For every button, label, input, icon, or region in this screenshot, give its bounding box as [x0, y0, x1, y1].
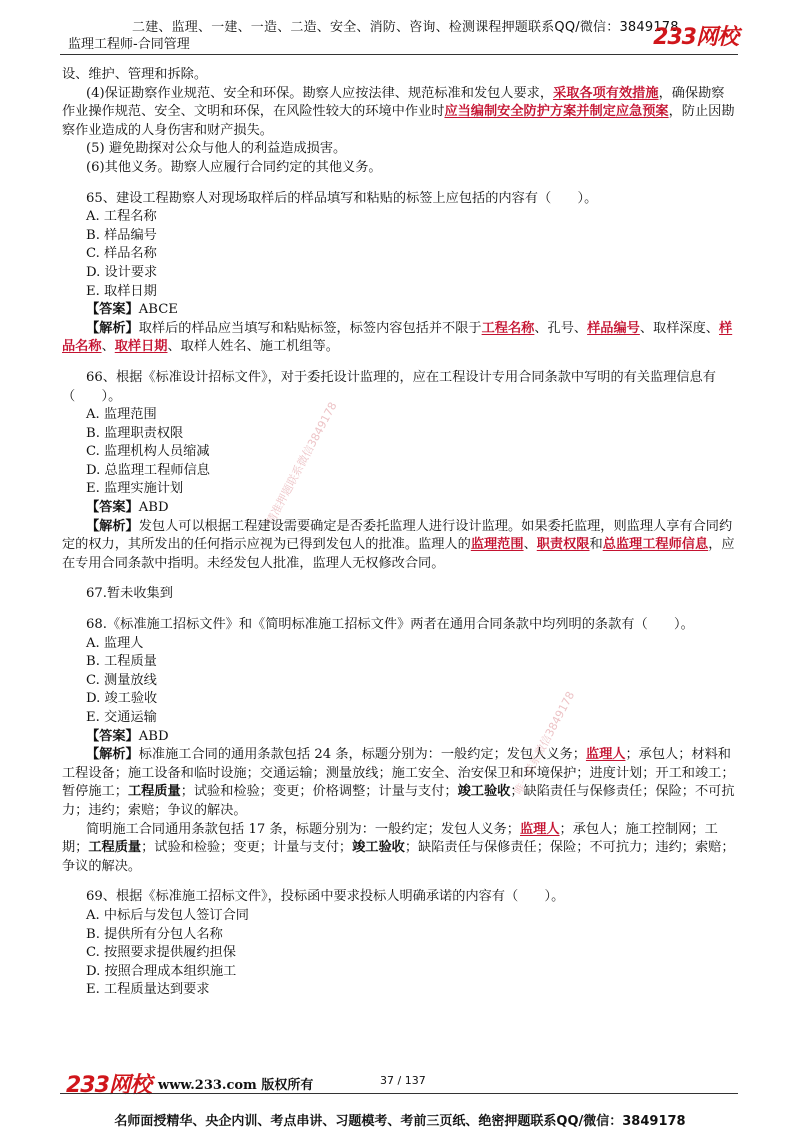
item-6: (6)其他义务。勘察人应履行合同约定的其他义务。 [86, 159, 382, 175]
analysis-68-p1: 【解析】标准施工合同的通用条款包括 24 条，标题分别为：一般约定；发包人义务；监理人；承包人；材料和工程设备；施工设备和临时设施；交通运输；测量放线；施工安全、治安保卫和环境保护；进度计划；开工和竣工；暂停施工；工程质量；试验和检验；变更；价格调整；计量与支付；竣工验收；缺陷责任与保修责任；保险；不可抗力；违约；索赔；争议的解决。 [62, 747, 735, 818]
option: D. 总监理工程师信息 [86, 462, 210, 478]
option: C. 监理机构人员缩减 [86, 444, 210, 460]
option: D. 竣工验收 [86, 691, 158, 707]
highlight: 职责权限 [536, 537, 590, 553]
brand-logo: 233网校 [653, 25, 738, 50]
header-contact-line: 二建、监理、一建、一造、二造、安全、消防、咨询、检测课程押题联系QQ/微信：3849178 [132, 20, 679, 35]
footer-promo: 名师面授精华、央企内训、考点串讲、习题模考、考前三页纸、绝密押题联系QQ/微信：3849178 [114, 1114, 686, 1129]
option: E. 工程质量达到要求 [86, 982, 210, 998]
option: B. 工程质量 [86, 654, 157, 670]
watermark: 唯一联系微信3849178 [511, 689, 578, 798]
highlight: 采取各项有效措施 [553, 85, 659, 101]
footer-logo: 233网校 [66, 1073, 151, 1098]
answer-66: 【答案】ABD [86, 500, 169, 516]
option: E. 取样日期 [86, 283, 157, 299]
option: B. 监理职责权限 [86, 425, 184, 441]
highlight: 应当编制安全防护方案并制定应急预案 [444, 104, 669, 120]
question-66: 66、根据《标准设计招标文件》，对于委托设计监理的，应在工程设计专用合同条款中写明的有关监理信息有（ ）。 [62, 369, 716, 404]
option: A. 监理范围 [86, 407, 157, 423]
option: B. 样品编号 [86, 227, 157, 243]
analysis-66: 【解析】发包人可以根据工程建设需要确定是否委托监理人进行设计监理。如果委托监理，则监理人享有合同约定的权力，其所发出的任何指示应视为已得到发包人的批准。监理人的监理范围、职责权限和总监理工程师信息，应在专用合同条款中指明。未经发包人批准，监理人无权修改合同。 [62, 518, 735, 571]
page-header [0, 0, 800, 60]
option: A. 工程名称 [86, 209, 157, 225]
answer-65: 【答案】ABCE [86, 302, 178, 318]
footer-divider [60, 1093, 738, 1094]
highlight: 总监理工程师信息 [602, 537, 709, 553]
analysis-68-p2: 简明施工合同通用条款包括 17 条，标题分别为：一般约定；发包人义务；监理人；承包人；施工控制网；工期；工程质量；试验和检验；变更；计量与支付；竣工验收；缺陷责任与保修责任；保险；不可抗力；违约；索赔；争议的解决。 [62, 821, 735, 874]
question-68: 68.《标准施工招标文件》和《简明标准施工招标文件》两者在通用合同条款中均列明的条款有（ ）。 [86, 617, 694, 633]
option: A. 监理人 [86, 635, 144, 651]
question-67: 67.暂未收集到 [86, 586, 173, 602]
intro-line: 设、维护、管理和拆除。 [62, 67, 208, 82]
page-number: 37 / 137 [380, 1074, 426, 1087]
watermark: 精准押题联系微信3849178 [263, 399, 340, 528]
item-5: (5) 避免勘探对公众与他人的利益造成损害。 [86, 141, 347, 157]
header-divider [60, 54, 738, 55]
option: E. 监理实施计划 [86, 481, 184, 497]
option: C. 测量放线 [86, 672, 157, 688]
highlight: 监理人 [585, 747, 626, 763]
option: B. 提供所有分包人名称 [86, 926, 223, 942]
highlight: 样品编号 [587, 320, 640, 336]
question-65: 65、建设工程勘察人对现场取样后的样品填写和粘贴的标签上应包括的内容有（ ）。 [86, 190, 598, 206]
option: D. 设计要求 [86, 264, 158, 280]
option: C. 样品名称 [86, 246, 157, 262]
highlight: 监理范围 [470, 537, 524, 553]
analysis-65: 【解析】取样后的样品应当填写和粘贴标签，标签内容包括并不限于工程名称、孔号、样品编号、取样深度、样品名称、取样日期、取样人姓名、施工机组等。 [62, 320, 733, 355]
option: E. 交通运输 [86, 710, 157, 725]
option: D. 按照合理成本组织施工 [86, 963, 237, 979]
answer-68: 【答案】ABD [86, 728, 169, 744]
option: C. 按照要求提供履约担保 [86, 945, 236, 961]
document-body [62, 66, 736, 1000]
highlight: 样品名称 [62, 320, 733, 355]
highlight: 取样日期 [114, 339, 168, 355]
header-subject: 监理工程师-合同管理 [68, 37, 190, 52]
page-footer [0, 1060, 800, 1132]
item-4: (4)保证勘察作业规范、安全和环保。勘察人应按法律、规范标准和发包人要求，采取各项有效措施，确保勘察作业操作规范、安全、文明和环保，在风险性较大的环境中作业时应当编制安全防护方案并制定应急预案，防止因勘察作业造成的人身伤害和财产损失。 [62, 85, 735, 138]
highlight: 工程名称 [481, 320, 535, 336]
footer-site-link[interactable]: www.233.com 版权所有 [158, 1078, 314, 1093]
option: A. 中标后与发包人签订合同 [86, 907, 249, 923]
question-69: 69、根据《标准施工招标文件》，投标函中要求投标人明确承诺的内容有（ ）。 [86, 889, 565, 905]
highlight: 监理人 [519, 821, 560, 837]
